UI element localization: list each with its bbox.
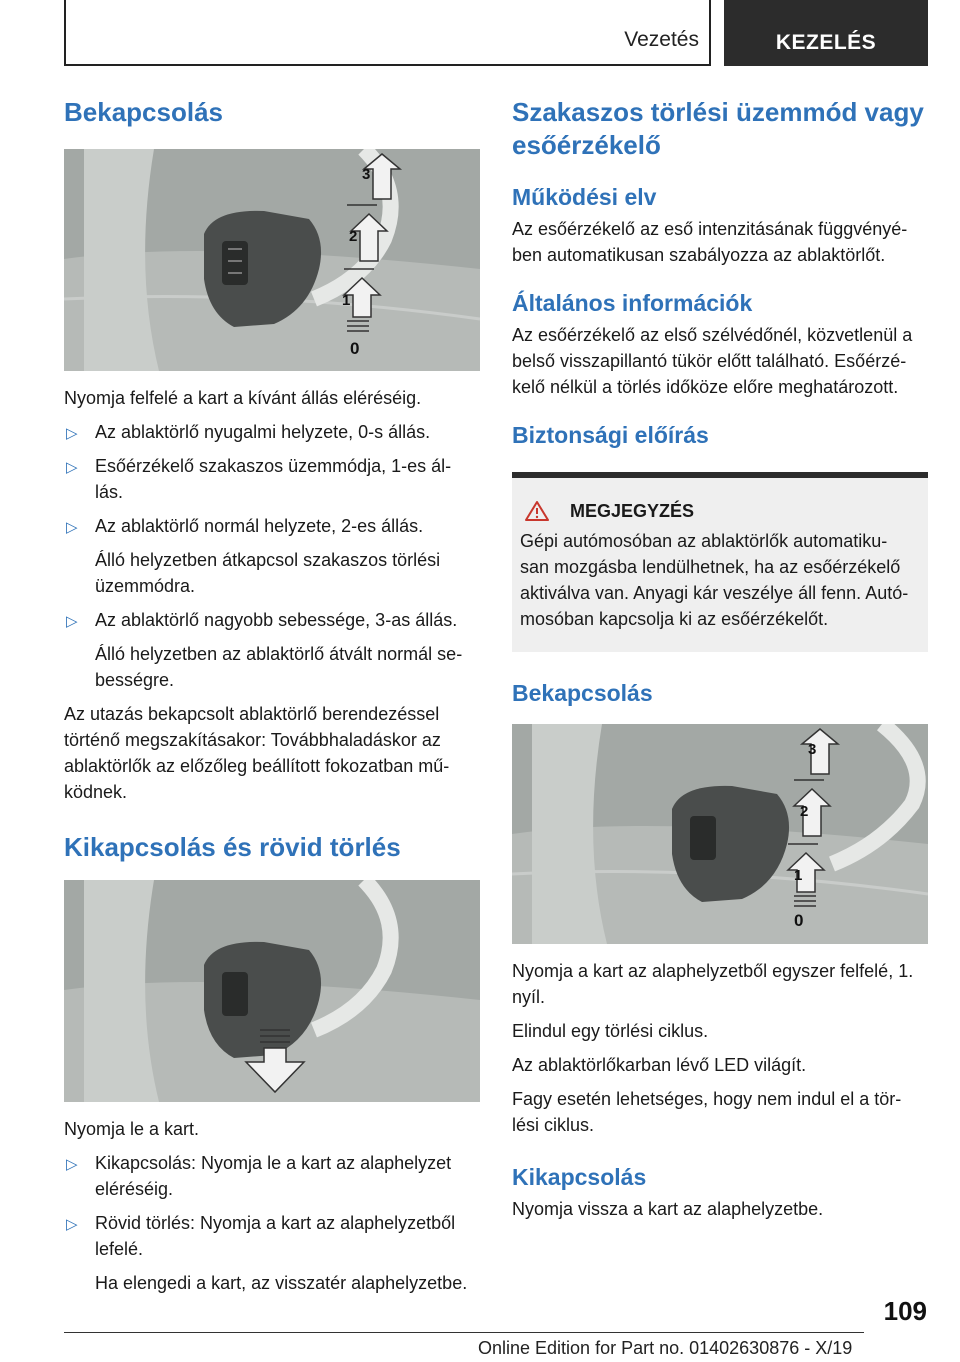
right-column	[512, 96, 928, 1222]
list-item-subtext: Ha elengedi a kart, az visszatér alaphelyzetbe.	[95, 1273, 468, 1293]
list-item-text: Az ablaktörlő nagyobb sebessége, 3-as állás.	[95, 610, 458, 630]
label-pos1: 1	[342, 292, 351, 309]
header-chapter-box	[724, 0, 928, 66]
footer-rule	[64, 1332, 864, 1333]
page-number: 109	[883, 1296, 927, 1326]
notice-title: MEGJEGYZÉS	[570, 500, 695, 521]
footer-edition: Online Edition for Part no. 01402630876 - X/19	[478, 1338, 853, 1358]
label-pos3: 3	[808, 741, 817, 758]
off-list	[64, 1150, 480, 1296]
list-item	[64, 419, 480, 445]
instruction-push-down: Nyomja le a kart.	[64, 1119, 200, 1139]
heading-altalanos: Általános információk	[512, 290, 753, 316]
list-item	[64, 607, 480, 693]
paragraph-push-back: Nyomja vissza a kart az alaphelyzetbe.	[512, 1199, 824, 1219]
label-pos1: 1	[794, 867, 803, 884]
bullet-triangle-icon: ▷	[66, 1216, 78, 1233]
list-item-text: Esőérzékelő szakaszos üzemmódja, 1-es ál- lás.	[95, 456, 452, 502]
warning-triangle-icon	[524, 500, 550, 522]
instruction-push-up: Nyomja felfelé a kart a kívánt állás eléréséig.	[64, 388, 422, 408]
bullet-triangle-icon: ▷	[66, 613, 78, 630]
list-item	[64, 513, 480, 599]
list-item	[64, 453, 480, 505]
bullet-triangle-icon: ▷	[66, 519, 78, 536]
left-column	[64, 96, 480, 1296]
bullet-triangle-icon: ▷	[66, 1156, 78, 1173]
header-section-box	[624, 0, 711, 66]
list-item	[64, 1210, 480, 1296]
paragraph-frost: Fagy esetén lehetséges, hogy nem indul el a tör- lési ciklus.	[512, 1089, 902, 1135]
heading-bekapcsolas: Bekapcsolás	[64, 97, 223, 127]
label-pos3: 3	[362, 166, 371, 183]
header-rule	[64, 0, 649, 66]
figure-wiper-lever-down	[64, 880, 480, 1102]
label-pos2: 2	[800, 803, 809, 820]
notice-box	[512, 478, 928, 652]
positions-list	[64, 419, 480, 693]
bullet-triangle-icon: ▷	[66, 425, 78, 442]
bullet-triangle-icon: ▷	[66, 459, 78, 476]
list-item-text: Kikapcsolás: Nyomja le a kart az alaphelyzet eléréséig.	[95, 1153, 452, 1199]
wiper-lever-down-illustration	[64, 880, 480, 1102]
list-item-subtext: Álló helyzetben átkapcsol szakaszos törlési üzemmódra.	[95, 550, 441, 596]
label-pos0: 0	[350, 339, 360, 358]
wiper-lever-illustration	[64, 149, 480, 371]
notice-header	[520, 500, 920, 522]
list-item-subtext: Álló helyzetben az ablaktörlő átvált normál se- bességre.	[95, 644, 463, 690]
label-pos0: 0	[794, 911, 804, 930]
heading-biztonsagi: Biztonsági előírás	[512, 422, 709, 448]
heading-kikapcsolas-rovid: Kikapcsolás és rövid törlés	[64, 832, 401, 862]
paragraph-general: Az esőérzékelő az első szélvédőnél, közvetlenül a belső visszapillantó tükör előtt található. Esőérzé- kelő nélkül a törlés időköze előre meghatározott.	[512, 325, 913, 397]
notice-text: Gépi autómosóban az ablaktörlők automatiku- san mozgásba lendülhetnek, ha az esőérzékelő aktiválva van. Anyagi kár veszélye áll fenn. Autó- mosóban kapcsolja ki az esőérzékelőt.	[520, 531, 909, 629]
list-item-text: Az ablaktörlő nyugalmi helyzete, 0-s állás.	[95, 422, 431, 442]
header-section: Vezetés	[624, 28, 699, 51]
paragraph-led: Az ablaktörlőkarban lévő LED világít.	[512, 1055, 807, 1075]
list-item-text: Rövid törlés: Nyomja a kart az alaphelyzetből lefelé.	[95, 1213, 456, 1259]
figure-wiper-lever-positions-right	[512, 724, 928, 944]
paragraph-principle: Az esőérzékelő az eső intenzitásának függvényé- ben automatikusan szabályozza az ablaktörlőt.	[512, 219, 908, 265]
heading-bekapcsolas-right: Bekapcsolás	[512, 680, 653, 706]
figure-wiper-lever-positions	[64, 149, 480, 371]
label-pos2: 2	[349, 228, 358, 245]
list-item-text: Az ablaktörlő normál helyzete, 2-es állás.	[95, 516, 424, 536]
page-header	[64, 0, 928, 66]
paragraph-push-once: Nyomja a kart az alaphelyzetből egyszer felfelé, 1. nyíl.	[512, 961, 914, 1007]
paragraph-cycle-starts: Elindul egy törlési ciklus.	[512, 1021, 709, 1041]
header-chapter: KEZELÉS	[775, 31, 877, 54]
heading-kikapcsolas: Kikapcsolás	[512, 1164, 647, 1190]
paragraph-interruption: Az utazás bekapcsolt ablaktörlő berendezéssel történő megszakításakor: Továbbhaladáskor az ablaktörlők az előzőleg beállított fokozatban mű- ködnek.	[64, 704, 450, 802]
heading-mukodesi-elv: Működési elv	[512, 184, 657, 210]
wiper-lever-illustration-right	[512, 724, 928, 944]
list-item	[64, 1150, 480, 1202]
heading-szakaszos: Szakaszos törlési üzemmód vagy esőérzékelő	[512, 97, 924, 160]
